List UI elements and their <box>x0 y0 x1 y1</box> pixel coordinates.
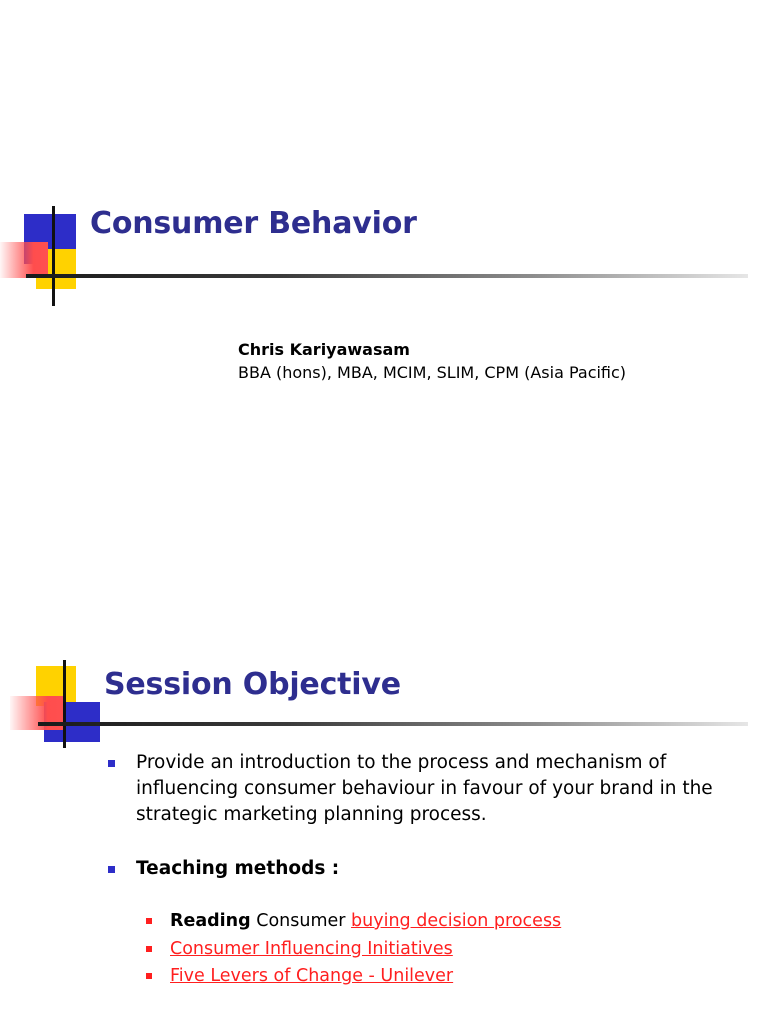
five-levers-link[interactable]: Five Levers of Change - Unilever <box>170 966 454 986</box>
sub-bullet-item <box>170 936 738 964</box>
sub-bullet-text: Consumer <box>250 911 352 931</box>
session-objective-heading: Session Objective <box>104 667 401 702</box>
sub-bullet-item <box>170 908 738 936</box>
bullet-text: Teaching methods : <box>136 858 340 879</box>
sub-bullet-bold: Reading <box>170 911 251 931</box>
sub-bullet-item <box>170 963 738 991</box>
slide-title-heading: Consumer Behavior <box>90 206 417 241</box>
objective-bullet-list <box>108 750 738 991</box>
bullet-square-icon <box>108 760 115 767</box>
bullet-item <box>108 750 738 828</box>
red-bullet-icon <box>146 918 152 924</box>
bullet-item <box>108 856 738 882</box>
buying-decision-link[interactable]: buying decision process <box>351 911 562 931</box>
author-block <box>238 338 626 384</box>
author-credentials: BBA (hons), MBA, MCIM, SLIM, CPM (Asia Pacific) <box>238 363 627 382</box>
teaching-methods-list <box>108 908 738 991</box>
red-bullet-icon <box>146 946 152 952</box>
author-name: Chris Kariyawasam <box>238 340 410 359</box>
influencing-initiatives-link[interactable]: Consumer Influencing Initiatives <box>170 938 453 959</box>
bullet-square-icon <box>108 866 115 873</box>
bullet-text: Provide an introduction to the process and mechanism of influencing consumer behaviour in favour of your brand in the strategic marketing planning process. <box>136 752 713 825</box>
red-bullet-icon <box>146 973 152 979</box>
